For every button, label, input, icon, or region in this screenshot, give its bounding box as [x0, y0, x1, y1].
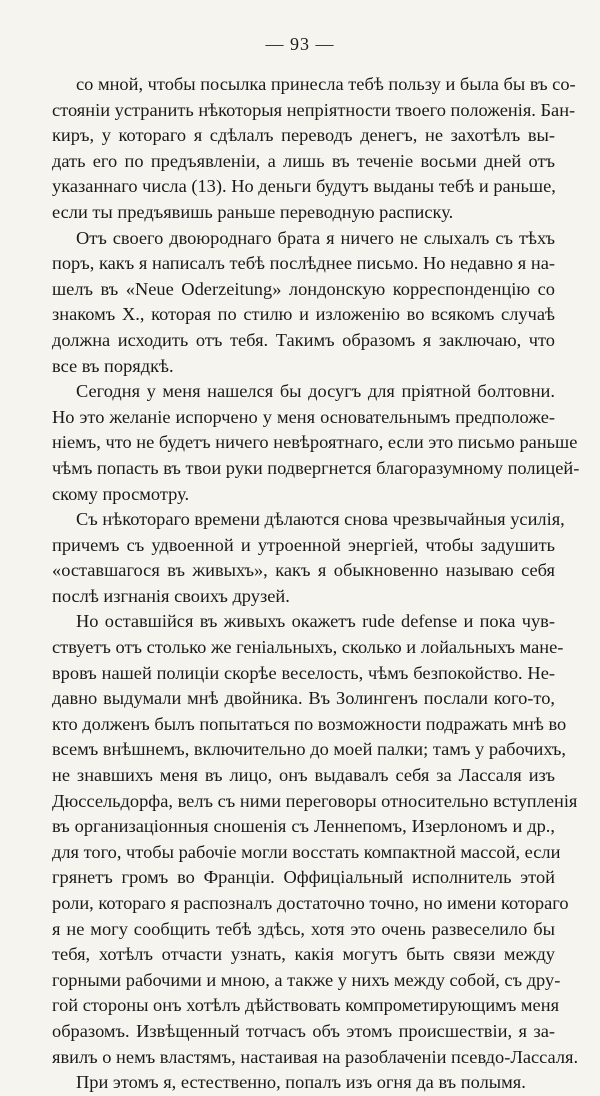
- text-line: въ организаціонныя сношенія съ Леннепомъ, Изерлономъ и др.,: [52, 816, 555, 837]
- paragraph: [52, 507, 565, 609]
- text-line: поръ, какъ я написалъ тебѣ послѣднее письмо. Но недавно я на-: [52, 253, 555, 274]
- text-line: горными рабочими и мною, а также у нихъ между собой, съ дру-: [52, 969, 561, 990]
- text-line: грянетъ громъ во Франціи. Оффиціальный исполнитель этой: [52, 867, 555, 888]
- text-line: ніемъ, что не будетъ ничего невѣроятнаго, если это письмо раньше: [52, 432, 578, 453]
- text-line: вровъ нашей полиціи скорѣе веселость, чѣмъ безпокойство. Не-: [52, 662, 555, 683]
- text-line: Отъ своего двоюроднаго брата я ничего не слыхалъ съ тѣхъ: [76, 227, 555, 248]
- text-line: скому просмотру.: [52, 483, 190, 504]
- text-line: все въ порядкѣ.: [52, 355, 174, 376]
- text-line: Но оставшійся въ живыхъ окажетъ rude defense и пока чув-: [76, 611, 555, 632]
- text-line: дать его по предъявленіи, а лишь въ теченіе восьми дней отъ: [52, 150, 555, 171]
- text-line: Съ нѣкотораго времени дѣлаются снова чрезвычайныя усилія,: [76, 509, 565, 530]
- text-line: я не могу сообщить тебѣ здѣсь, хотя это очень развеселило бы: [52, 918, 555, 939]
- text-line: давно выдумали мнѣ двойника. Въ Золингенъ послали кого-то,: [52, 688, 555, 709]
- paragraph: [52, 609, 579, 1070]
- text-line: стояніи устранить нѣкоторыя непріятности твоего положенія. Бан-: [52, 99, 576, 120]
- text-line: причемъ съ удвоенной и утроенной энергіей, чтобы задушить: [52, 534, 555, 555]
- text-line: не знавшихъ меня въ лицо, онъ выдавалъ себя за Лассаля изъ: [52, 765, 555, 786]
- text-line: чѣмъ попасть въ твои руки подвергнется благоразумному полицей-: [52, 457, 580, 478]
- text-line: послѣ изгнанія своихъ друзей.: [52, 585, 290, 606]
- text-line: Но это желаніе испорчено у меня основательнымъ предположе-: [52, 406, 555, 427]
- text-line: всемъ внѣшнемъ, включительно до моей палки; тамъ у рабочихъ,: [52, 739, 566, 760]
- body-text: [52, 72, 580, 1096]
- text-line: со мной, чтобы посылка принесла тебѣ пользу и была бы въ со-: [76, 74, 576, 94]
- text-line: указаннаго числа (13). Но деньги будутъ выданы тебѣ и раньше,: [52, 176, 556, 197]
- text-line: Дюссельдорфа, велъ съ ними переговоры относительно вступленія: [52, 790, 578, 811]
- paragraph: [52, 1070, 555, 1096]
- text-line: гой стороны онъ хотѣлъ дѣйствовать компрометирующимъ меня: [52, 995, 560, 1016]
- text-line: явилъ о немъ властямъ, настаивая на разоблаченіи псевдо-Лассаля.: [52, 1046, 579, 1067]
- paragraph: [52, 379, 580, 507]
- text-line: если ты предъявишь раньше переводную расписку.: [52, 201, 454, 222]
- paragraph: [52, 226, 555, 380]
- page-number: — 93 —: [265, 34, 335, 54]
- text-line: роли, котораго я распозналъ достаточно точно, но имени котораго: [52, 893, 569, 913]
- text-line: Сегодня у меня нашелся бы досугъ для пріятной болтовни.: [76, 381, 555, 402]
- text-line: для того, чтобы рабочіе могли восстать компактной массой, если: [52, 841, 561, 862]
- text-line: знакомъ X., которая по стилю и изложенію во всякомъ случаѣ: [52, 304, 555, 325]
- text-line: ствуетъ отъ столько же геніальныхъ, сколько и лойальныхъ мане-: [52, 637, 564, 658]
- text-line: При этомъ я, естественно, попалъ изъ огня да въ полымя.: [76, 1072, 526, 1093]
- paragraph: [52, 72, 576, 226]
- text-line: «оставшагося въ живыхъ», какъ я обыкновенно называю себя: [52, 560, 555, 581]
- text-line: должна исходить отъ тебя. Такимъ образомъ я заключаю, что: [52, 329, 555, 350]
- text-line: киръ, у котораго я сдѣлалъ переводъ денегъ, не захотѣлъ вы-: [52, 125, 555, 146]
- text-line: образомъ. Извѣщенный тотчасъ объ этомъ происшествіи, я за-: [52, 1020, 555, 1041]
- text-line: кто долженъ былъ попытаться по возможности подражать мнѣ во: [52, 713, 567, 734]
- text-line: шелъ въ «Neue Oderzeitung» лондонскую корреспонденцію со: [52, 278, 555, 299]
- text-line: тебя, хотѣлъ отчасти узнать, какія могутъ быть связи между: [52, 944, 555, 965]
